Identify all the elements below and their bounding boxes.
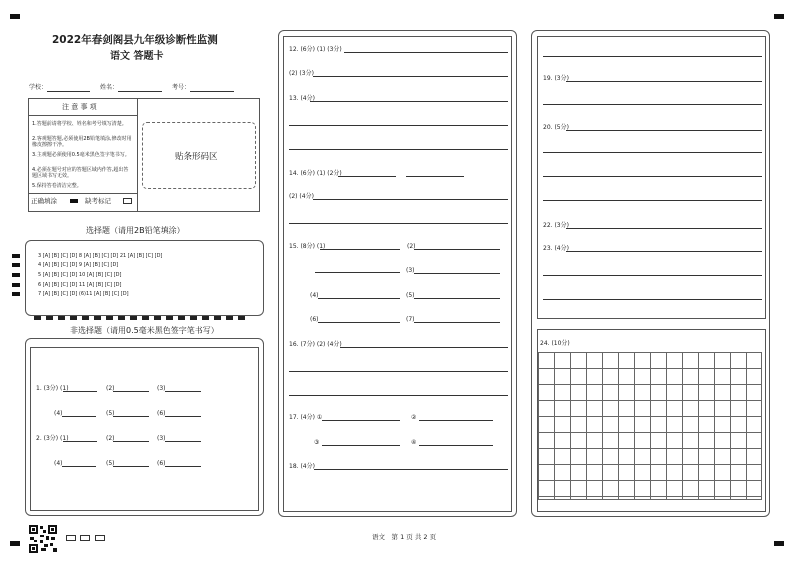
notice-item: 3.主观题必须使用0.5毫米黑色签字笔书写。: [32, 152, 130, 158]
notice-title: 注 意 事 项: [62, 103, 97, 111]
q17-answer-4[interactable]: [419, 445, 493, 446]
essay-grid[interactable]: [538, 352, 762, 500]
name-label: 姓名：: [100, 84, 119, 91]
q20-answer-line[interactable]: [566, 130, 762, 131]
mc-row[interactable]: 3 [A] [B] [C] [D] 8 [A] [B] [C] [D] 21 [A] [B] [C] [D]: [38, 253, 163, 259]
q14-answer-2[interactable]: [313, 199, 508, 200]
q17-label: 17. (4分) ①: [289, 414, 323, 421]
q14-answer-1b[interactable]: [406, 176, 464, 177]
q23-answer-line[interactable]: [543, 275, 762, 276]
fill-missing-label: 缺考标记: [85, 197, 111, 205]
q17-answer-1[interactable]: [322, 420, 400, 421]
q15-answer-2[interactable]: [414, 249, 500, 250]
q16-answer-line[interactable]: [289, 395, 508, 396]
q23-answer-line[interactable]: [566, 251, 762, 252]
q16-label: 16. (7分) (2) (4分): [289, 341, 342, 348]
q22-label: 22. (3分): [543, 222, 569, 229]
exam-no-field[interactable]: [190, 91, 234, 92]
corner-mark-top-right: [774, 14, 784, 19]
notice-divider: [137, 98, 138, 212]
fill-correct-sample: [70, 199, 78, 203]
page-footer: 语文 第 1 页 共 2 页: [372, 533, 437, 541]
q15-answer-3[interactable]: [414, 273, 500, 274]
q2-s6-label: (6): [157, 460, 166, 467]
corner-mark-bottom-left: [10, 541, 20, 546]
fill-missing-box[interactable]: [123, 198, 132, 204]
q17-answer-3[interactable]: [322, 445, 400, 446]
corner-mark-top-left: [10, 14, 20, 19]
q1-s2-label: (2): [106, 385, 115, 392]
q22-answer-line[interactable]: [566, 228, 762, 229]
q1-answer-2[interactable]: [113, 391, 149, 392]
q17-s2-label: ②: [411, 414, 417, 421]
q18-continued-line[interactable]: [543, 56, 762, 57]
q15-s5-label: (5): [406, 292, 415, 299]
q16-answer-line[interactable]: [289, 371, 508, 372]
q15-s3-label: (3): [406, 267, 415, 274]
q12-answer-1[interactable]: [344, 52, 508, 53]
q13-label: 13. (4分): [289, 95, 315, 102]
page-box: [66, 535, 76, 541]
school-label: 学校：: [29, 84, 48, 91]
timing-mark: [12, 292, 20, 296]
q20-answer-line[interactable]: [543, 200, 762, 201]
name-field[interactable]: [118, 91, 162, 92]
q2-answer-2[interactable]: [113, 441, 149, 442]
page-subtitle: 语文 答题卡: [110, 51, 164, 62]
mc-row[interactable]: 5 [A] [B] [C] [D] 10 [A] [B] [C] [D]: [38, 272, 122, 278]
q2-s5-label: (5): [106, 460, 115, 467]
nonmc-title: 非选择题（请用0.5毫米黑色签字笔书写）: [70, 326, 219, 335]
q17-s4-label: ④: [411, 439, 417, 446]
q2-answer-4[interactable]: [62, 466, 96, 467]
q23-answer-line[interactable]: [543, 299, 762, 300]
q17-s3-label: ③: [314, 439, 320, 446]
timing-mark: [12, 263, 20, 267]
q12b-label: (2) (3分): [289, 70, 314, 77]
q1-s3-label: (3): [157, 385, 166, 392]
q15-s7-label: (7): [406, 316, 415, 323]
right-inner-top: [537, 36, 766, 319]
q18-label: 18. (4分): [289, 463, 315, 470]
q2-answer-6[interactable]: [165, 466, 201, 467]
q13-answer-line[interactable]: [289, 125, 508, 126]
q15-s6-label: (6): [310, 316, 319, 323]
q15-answer-5[interactable]: [414, 298, 500, 299]
q12-label: 12. (6分) (1) (3分): [289, 46, 342, 53]
fill-correct-label: 正确填涂: [31, 197, 57, 205]
q2-s4-label: (4): [54, 460, 63, 467]
mc-row[interactable]: 6 [A] [B] [C] [D] 11 [A] [B] [C] [D]: [38, 282, 122, 288]
q12-answer-2[interactable]: [313, 76, 508, 77]
q1-answer-1[interactable]: [63, 391, 97, 392]
q1-label: 1. (3分) (1): [36, 385, 69, 392]
q1-answer-6[interactable]: [165, 416, 201, 417]
q15-s4-label: (4): [310, 292, 319, 299]
q1-s6-label: (6): [157, 410, 166, 417]
exam-no-label: 考号：: [172, 84, 191, 91]
q14-answer-line[interactable]: [289, 223, 508, 224]
notice-item: 1.答题前请将学校、姓名和考号填写清楚。: [32, 121, 127, 127]
q14-label: 14. (6分) (1) (2分): [289, 170, 342, 177]
mc-row[interactable]: 7 [A] [B] [C] [D] (6)11 [A] [B] [C] [D]: [38, 291, 129, 297]
mc-timing-row: [34, 305, 250, 324]
q1-answer-3[interactable]: [165, 391, 201, 392]
q2-answer-5[interactable]: [113, 466, 149, 467]
q15-answer-7[interactable]: [414, 322, 500, 323]
q1-s4-label: (4): [54, 410, 63, 417]
timing-mark: [12, 283, 20, 287]
qr-code-icon: [28, 524, 58, 554]
q2-answer-3[interactable]: [165, 441, 201, 442]
page-title: 2022年春剑阁县九年级诊断性监测: [52, 34, 218, 46]
q20-answer-line[interactable]: [543, 176, 762, 177]
q20-answer-line[interactable]: [543, 152, 762, 153]
q15-answer-1[interactable]: [320, 249, 400, 250]
fill-row-divider: [28, 193, 137, 194]
q13-answer-line[interactable]: [310, 101, 508, 102]
q2-label: 2. (3分) (1): [36, 435, 69, 442]
notice-item: 4.必须在题号对应的答题区域内作答,超出答题区域书写无效。: [32, 167, 129, 179]
timing-mark: [12, 273, 20, 277]
q2-s3-label: (3): [157, 435, 166, 442]
q15-answer-1b[interactable]: [315, 272, 400, 273]
q15-answer-4[interactable]: [318, 298, 400, 299]
page-box: [80, 535, 90, 541]
q19-answer-line[interactable]: [566, 81, 762, 82]
q15-s2-label: (2): [407, 243, 416, 250]
page-box: [95, 535, 105, 541]
notice-item: 2.客观题答题,必须使用2B铅笔填涂,修改时用橡皮擦擦干净。: [32, 136, 132, 148]
q14-answer-1a[interactable]: [338, 176, 396, 177]
q1-answer-4[interactable]: [62, 416, 96, 417]
nonmc-inner: [30, 347, 259, 511]
school-field[interactable]: [47, 91, 90, 92]
q19-answer-line[interactable]: [543, 104, 762, 105]
q18-answer-line[interactable]: [314, 469, 508, 470]
q14b-label: (2) (4分): [289, 193, 314, 200]
q16-answer-line[interactable]: [340, 347, 508, 348]
notice-item: 5.保持答卷清洁完整。: [32, 183, 82, 189]
q24-label: 24. (10分): [540, 340, 570, 347]
q17-answer-2[interactable]: [419, 420, 493, 421]
q2-answer-1[interactable]: [63, 441, 97, 442]
mc-title: 选择题（请用2B铅笔填涂）: [86, 226, 185, 235]
notice-title-divider: [28, 115, 137, 116]
mc-row[interactable]: 4 [A] [B] [C] [D] 9 [A] [B] [C] [D]: [38, 262, 119, 268]
barcode-label: 贴条形码区: [175, 152, 218, 162]
corner-mark-bottom-right: [774, 541, 784, 546]
timing-mark: [12, 254, 20, 258]
q1-answer-5[interactable]: [113, 416, 149, 417]
q19-label: 19. (3分): [543, 75, 569, 82]
q2-s2-label: (2): [106, 435, 115, 442]
q1-s5-label: (5): [106, 410, 115, 417]
q13-answer-line[interactable]: [289, 149, 508, 150]
q23-label: 23. (4分): [543, 245, 569, 252]
q20-label: 20. (5分): [543, 124, 569, 131]
q15-label: 15. (8分) (1): [289, 243, 326, 250]
q15-answer-6[interactable]: [318, 322, 400, 323]
